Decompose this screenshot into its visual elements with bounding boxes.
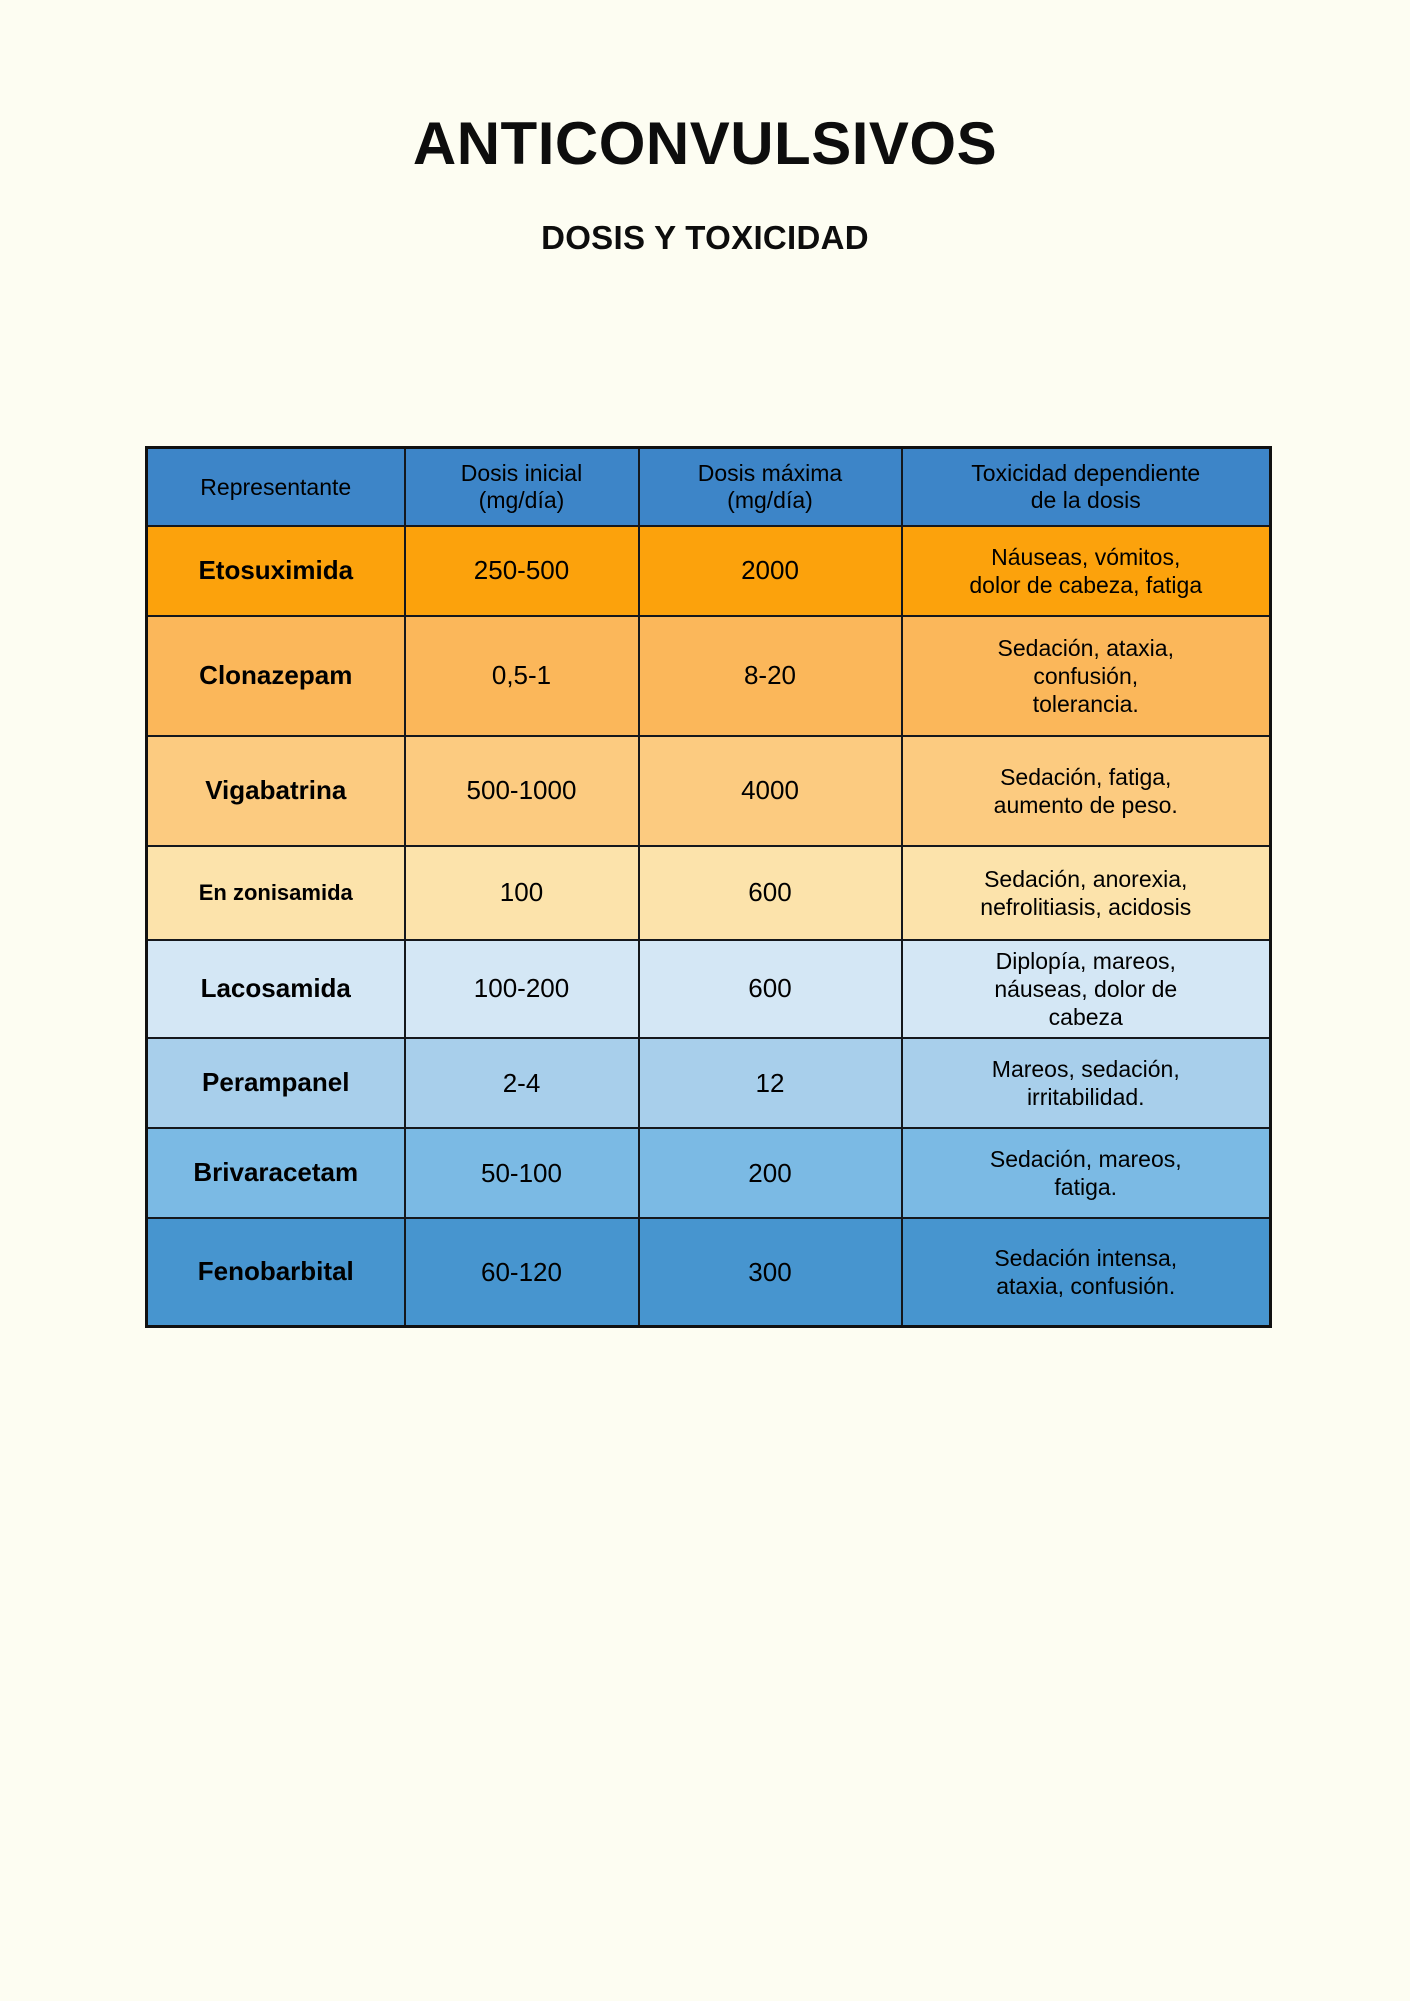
cell-toxicity: Sedación, anorexia, nefrolitiasis, acidosis [902, 846, 1271, 940]
cell-toxicity: Diplopía, mareos, náuseas, dolor de cabeza [902, 940, 1271, 1038]
page-title: ANTICONVULSIVOS [412, 110, 998, 177]
table-body [147, 526, 1271, 1327]
cell-toxicity: Mareos, sedación, irritabilidad. [902, 1038, 1271, 1128]
cell-drug-name: Fenobarbital [147, 1218, 405, 1327]
table-header-row [147, 448, 1271, 527]
cell-toxicity: Sedación, mareos, fatiga. [902, 1128, 1271, 1218]
cell-drug-name: Perampanel [147, 1038, 405, 1128]
cell-initial-dose: 2-4 [405, 1038, 639, 1128]
table-row [147, 1128, 1271, 1218]
cell-drug-name: Brivaracetam [147, 1128, 405, 1218]
table-row [147, 940, 1271, 1038]
column-header-dosis-maxima: Dosis máxima (mg/día) [639, 448, 902, 527]
table-row [147, 526, 1271, 616]
cell-initial-dose: 100 [405, 846, 639, 940]
cell-toxicity: Sedación, ataxia, confusión, tolerancia. [902, 616, 1271, 736]
cell-toxicity: Sedación intensa, ataxia, confusión. [902, 1218, 1271, 1327]
cell-initial-dose: 100-200 [405, 940, 639, 1038]
cell-max-dose: 4000 [639, 736, 902, 846]
cell-initial-dose: 0,5-1 [405, 616, 639, 736]
cell-max-dose: 2000 [639, 526, 902, 616]
dose-table-container [145, 446, 1269, 1328]
page-subtitle: DOSIS Y TOXICIDAD [541, 219, 869, 256]
cell-max-dose: 8-20 [639, 616, 902, 736]
cell-drug-name: Lacosamida [147, 940, 405, 1038]
cell-max-dose: 300 [639, 1218, 902, 1327]
cell-max-dose: 600 [639, 940, 902, 1038]
cell-initial-dose: 250-500 [405, 526, 639, 616]
cell-drug-name: Vigabatrina [147, 736, 405, 846]
table-row [147, 1038, 1271, 1128]
title-block [0, 112, 1410, 257]
cell-max-dose: 12 [639, 1038, 902, 1128]
cell-drug-name: Clonazepam [147, 616, 405, 736]
cell-max-dose: 600 [639, 846, 902, 940]
cell-initial-dose: 60-120 [405, 1218, 639, 1327]
table-header [147, 448, 1271, 527]
cell-drug-name: En zonisamida [147, 846, 405, 940]
column-header-toxicidad: Toxicidad dependiente de la dosis [902, 448, 1271, 527]
cell-drug-name: Etosuximida [147, 526, 405, 616]
anticonvulsants-dose-table [145, 446, 1272, 1328]
table-row [147, 736, 1271, 846]
table-row [147, 1218, 1271, 1327]
cell-toxicity: Sedación, fatiga, aumento de peso. [902, 736, 1271, 846]
cell-toxicity: Náuseas, vómitos, dolor de cabeza, fatiga [902, 526, 1271, 616]
table-row [147, 616, 1271, 736]
cell-initial-dose: 500-1000 [405, 736, 639, 846]
column-header-dosis-inicial: Dosis inicial (mg/día) [405, 448, 639, 527]
cell-max-dose: 200 [639, 1128, 902, 1218]
table-row [147, 846, 1271, 940]
cell-initial-dose: 50-100 [405, 1128, 639, 1218]
column-header-representante: Representante [147, 448, 405, 527]
